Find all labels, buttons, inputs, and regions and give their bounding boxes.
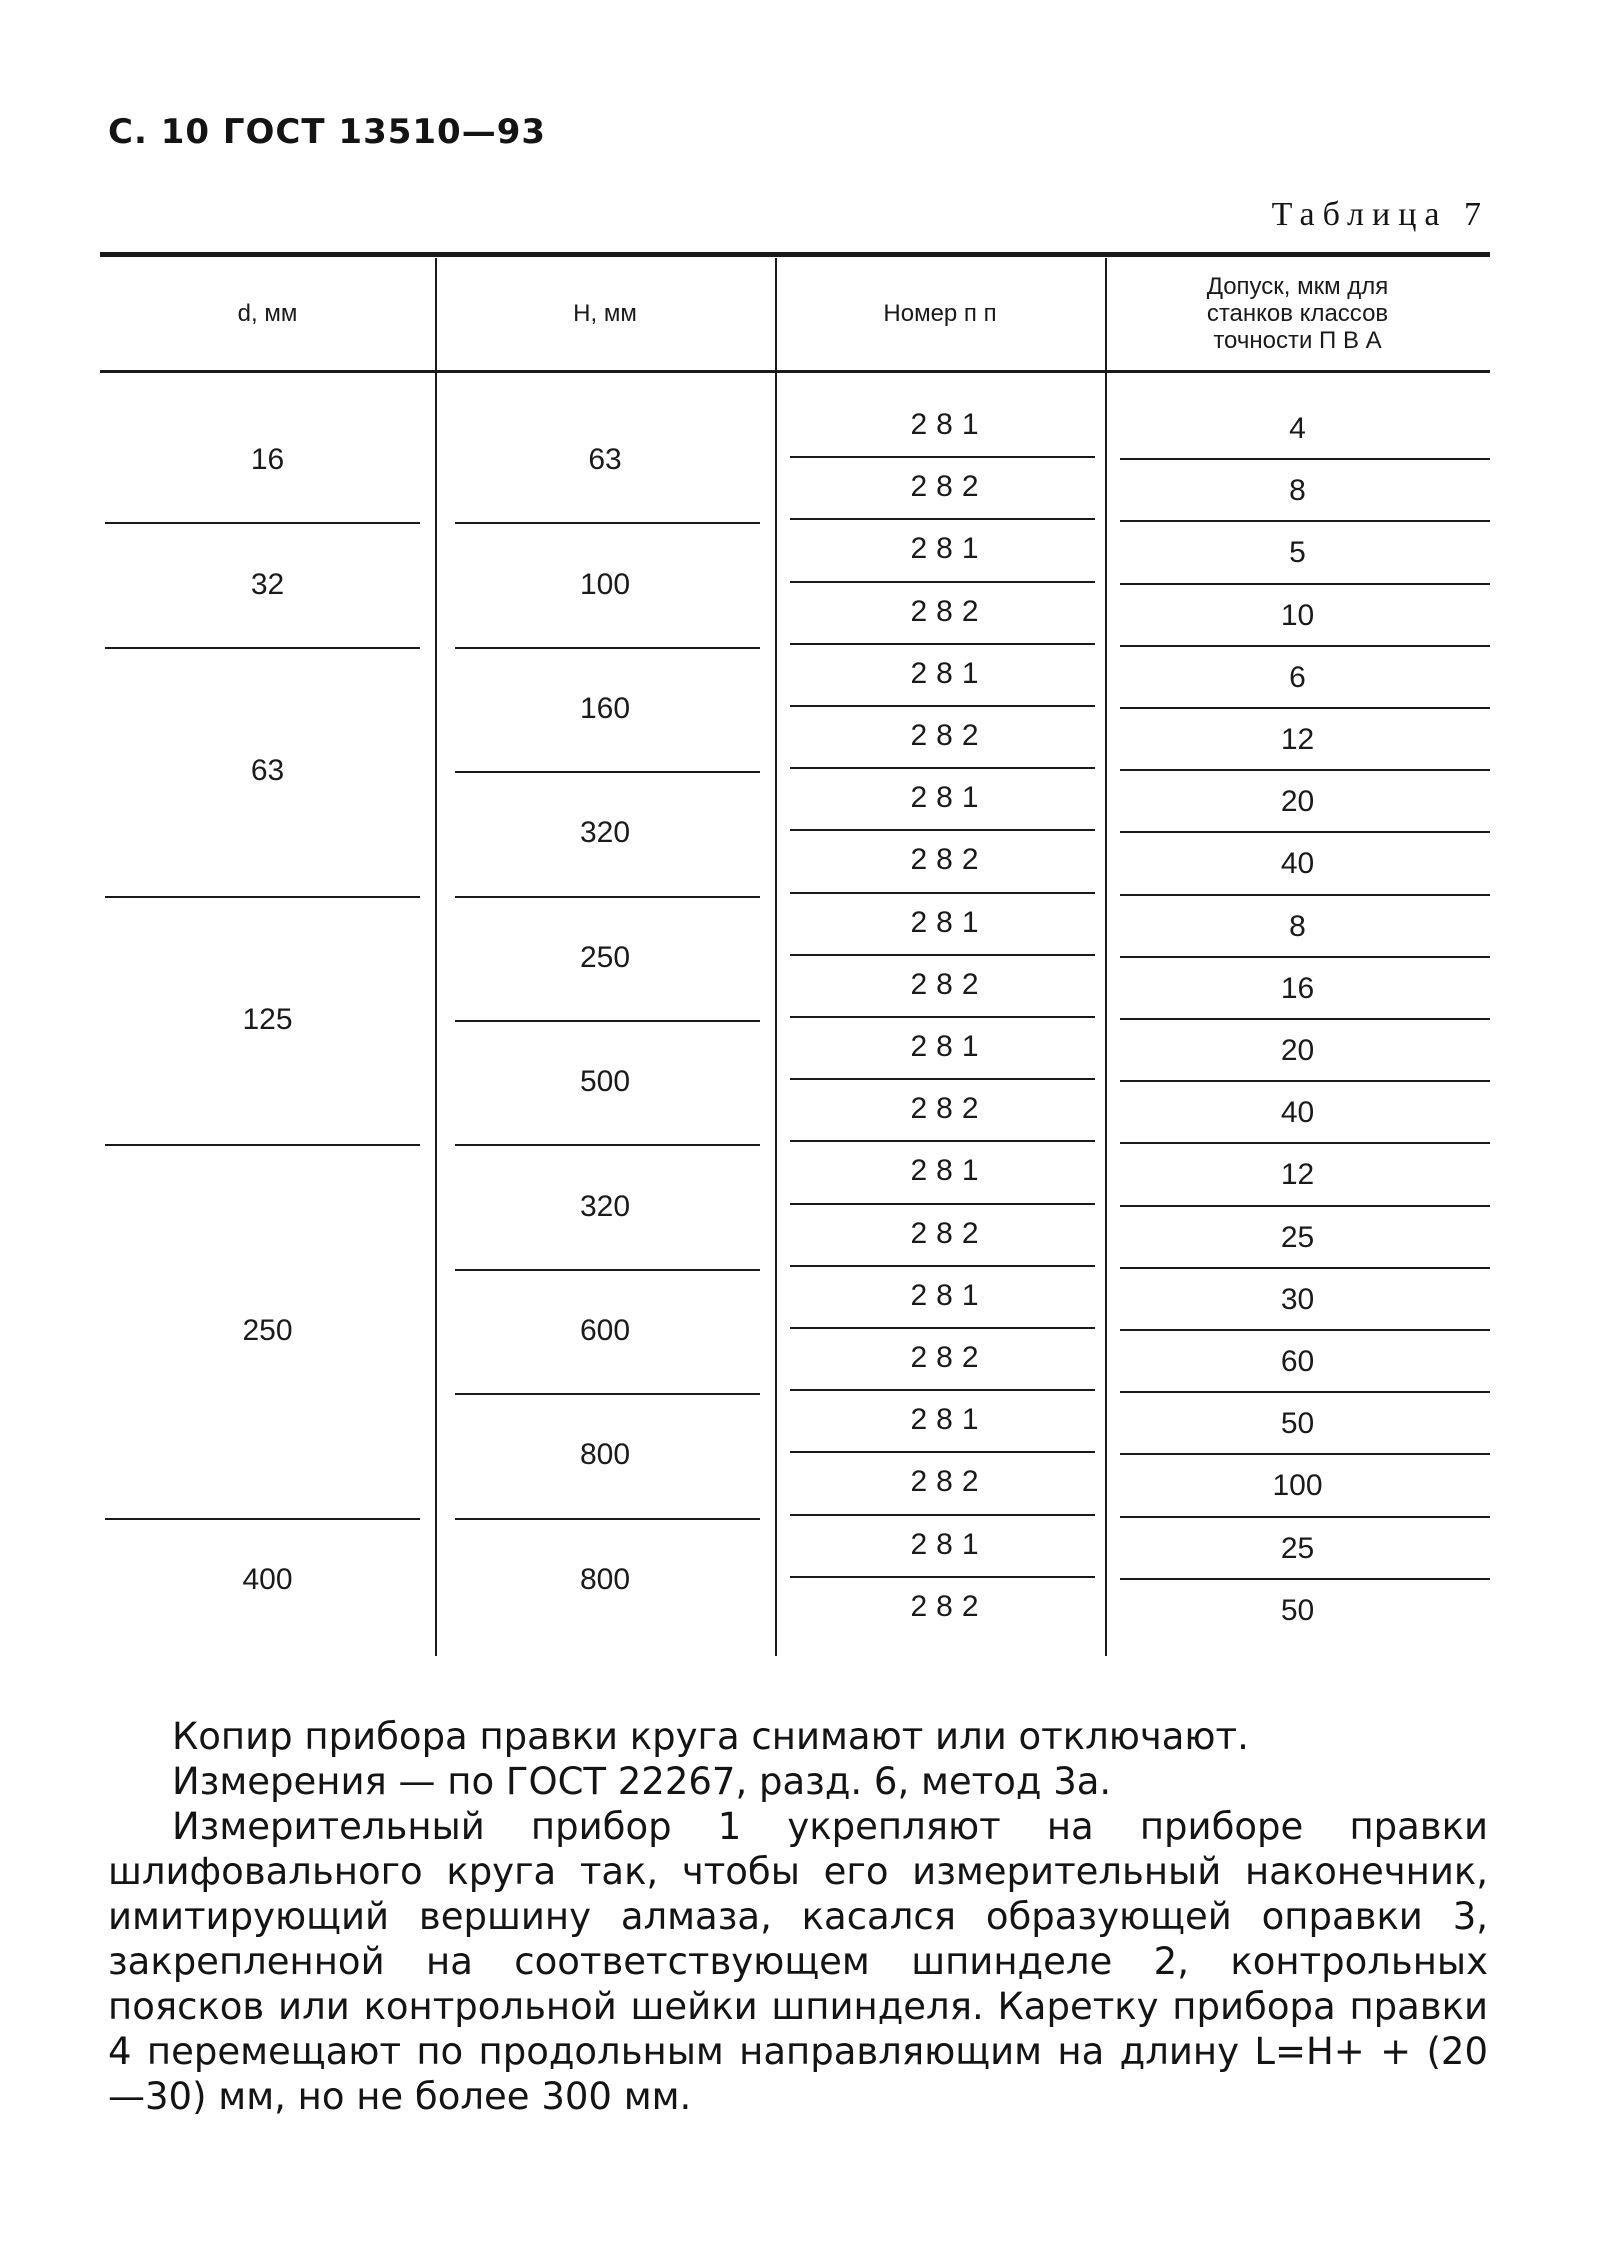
dopusk-value: 40: [1280, 847, 1315, 881]
row-divider: [1120, 1080, 1490, 1082]
row-divider: [790, 643, 1095, 645]
row-divider: [105, 896, 420, 898]
nomer-value: 282: [910, 1216, 988, 1250]
dopusk-value: 50: [1280, 1407, 1315, 1441]
nomer-value: 281: [910, 905, 988, 939]
row-divider: [1120, 831, 1490, 833]
row-divider: [105, 1518, 420, 1520]
row-divider: [790, 456, 1095, 458]
nomer-value: 282: [910, 594, 988, 628]
nomer-value: 281: [910, 1154, 988, 1188]
header-nomer: Номер п п: [883, 300, 997, 327]
row-divider: [455, 647, 760, 649]
table-column-divider: [1105, 258, 1107, 1656]
h-value: 320: [579, 816, 631, 850]
row-divider: [790, 1451, 1095, 1453]
nomer-value: 282: [910, 1465, 988, 1499]
table-header-rule: [100, 370, 1490, 373]
nomer-value: 281: [910, 781, 988, 815]
dopusk-value: 25: [1280, 1531, 1315, 1565]
row-divider: [105, 522, 420, 524]
row-divider: [790, 518, 1095, 520]
table-caption: Таблица 7: [1271, 196, 1489, 233]
row-divider: [1120, 1329, 1490, 1331]
dopusk-value: 50: [1280, 1593, 1315, 1627]
row-divider: [790, 581, 1095, 583]
d-value: 250: [242, 1314, 293, 1347]
d-value: 32: [250, 567, 285, 601]
header-h: H, мм: [573, 300, 637, 327]
row-divider: [455, 1020, 760, 1022]
row-divider: [790, 1576, 1095, 1578]
row-divider: [455, 1269, 760, 1271]
row-divider: [790, 1140, 1095, 1142]
row-divider: [790, 1389, 1095, 1391]
row-divider: [790, 1265, 1095, 1267]
row-divider: [1120, 1018, 1490, 1020]
dopusk-value: 5: [1289, 536, 1306, 570]
dopusk-value: 8: [1289, 474, 1306, 508]
row-divider: [790, 1016, 1095, 1018]
row-divider: [790, 1078, 1095, 1080]
row-divider: [455, 1144, 760, 1146]
h-value: 63: [588, 443, 622, 477]
h-value: 600: [579, 1314, 631, 1347]
row-divider: [1120, 1391, 1490, 1393]
d-value: 16: [250, 443, 285, 477]
row-divider: [455, 522, 760, 524]
row-divider: [1120, 956, 1490, 958]
dopusk-value: 20: [1280, 1034, 1315, 1067]
h-value: 800: [579, 1438, 631, 1472]
row-divider: [1120, 1142, 1490, 1144]
nomer-value: 281: [910, 1278, 988, 1312]
header-dopusk-line: станков классов: [1206, 300, 1389, 327]
row-divider: [455, 1393, 760, 1395]
header-dopusk: [1105, 273, 1490, 354]
row-divider: [1120, 1205, 1490, 1207]
row-divider: [790, 705, 1095, 707]
header-dopusk-line: Допуск, мкм для: [1206, 273, 1389, 300]
nomer-value: 282: [910, 470, 988, 504]
dopusk-value: 40: [1280, 1096, 1315, 1130]
nomer-value: 282: [910, 967, 988, 1001]
h-value: 250: [579, 940, 631, 974]
row-divider: [790, 1327, 1095, 1329]
paragraph: Копир прибора правки круга снимают или отключают.: [172, 1715, 1249, 1758]
page-header: С. 10 ГОСТ 13510—93: [108, 112, 547, 152]
row-divider: [1120, 707, 1490, 709]
nomer-value: 282: [910, 719, 988, 752]
row-divider: [1120, 645, 1490, 647]
row-divider: [1120, 1453, 1490, 1455]
dopusk-value: 20: [1280, 785, 1315, 819]
h-value: 160: [579, 692, 631, 725]
table-top-rule: [100, 252, 1490, 257]
row-divider: [1120, 583, 1490, 585]
dopusk-value: 60: [1280, 1345, 1315, 1378]
row-divider: [105, 647, 420, 649]
row-divider: [790, 954, 1095, 956]
table-column-divider: [775, 258, 777, 1656]
row-divider: [105, 1144, 420, 1146]
nomer-value: 281: [910, 532, 988, 566]
nomer-value: 281: [910, 656, 988, 690]
dopusk-value: 100: [1272, 1469, 1323, 1503]
h-value: 500: [579, 1065, 631, 1099]
nomer-value: 282: [910, 1341, 988, 1374]
h-value: 800: [579, 1562, 631, 1596]
d-value: 400: [242, 1562, 293, 1596]
dopusk-value: 12: [1280, 1158, 1315, 1192]
paragraph: Измерения — по ГОСТ 22267, разд. 6, метод 3а.: [172, 1760, 1112, 1803]
dopusk-value: 25: [1280, 1220, 1315, 1254]
row-divider: [1120, 458, 1490, 460]
dopusk-value: 6: [1289, 660, 1306, 694]
body-text: [108, 1714, 1488, 2119]
dopusk-value: 30: [1280, 1282, 1315, 1316]
row-divider: [790, 829, 1095, 831]
row-divider: [790, 767, 1095, 769]
row-divider: [1120, 520, 1490, 522]
nomer-value: 282: [910, 1092, 988, 1126]
dopusk-value: 10: [1280, 598, 1315, 632]
dopusk-value: 4: [1289, 412, 1306, 445]
dopusk-value: 16: [1280, 971, 1315, 1005]
row-divider: [790, 1514, 1095, 1516]
row-divider: [455, 896, 760, 898]
d-value: 125: [242, 1003, 293, 1036]
header-d: d, мм: [237, 300, 298, 327]
nomer-value: 281: [910, 1030, 988, 1063]
d-value: 63: [250, 754, 285, 788]
paragraph: Измерительный прибор 1 укрепляют на приборе правки шлифовального круга так, чтобы его измерительный наконечник, имитирующий вершину алмаза, касался образующей оправки 3, закрепленной на соответствующем шпинделе 2, контрольных поясков или контрольной шейки шпинделя. Каретку прибора правки 4 перемещают по продольным направляющим на длину L=H+ + (20—30) мм, но не более 300 мм.: [108, 1805, 1488, 2118]
row-divider: [1120, 1516, 1490, 1518]
nomer-value: 281: [910, 408, 988, 441]
row-divider: [1120, 1267, 1490, 1269]
row-divider: [790, 1203, 1095, 1205]
h-value: 320: [579, 1189, 631, 1223]
row-divider: [1120, 769, 1490, 771]
header-dopusk-line: точности П В А: [1213, 327, 1382, 354]
row-divider: [1120, 894, 1490, 896]
h-value: 100: [579, 567, 631, 601]
nomer-value: 282: [910, 843, 988, 877]
row-divider: [1120, 1578, 1490, 1580]
nomer-value: 281: [910, 1527, 988, 1561]
row-divider: [790, 892, 1095, 894]
dopusk-value: 8: [1289, 909, 1306, 943]
row-divider: [455, 1518, 760, 1520]
nomer-value: 282: [910, 1589, 988, 1623]
dopusk-value: 12: [1280, 723, 1315, 756]
nomer-value: 281: [910, 1403, 988, 1437]
row-divider: [455, 771, 760, 773]
